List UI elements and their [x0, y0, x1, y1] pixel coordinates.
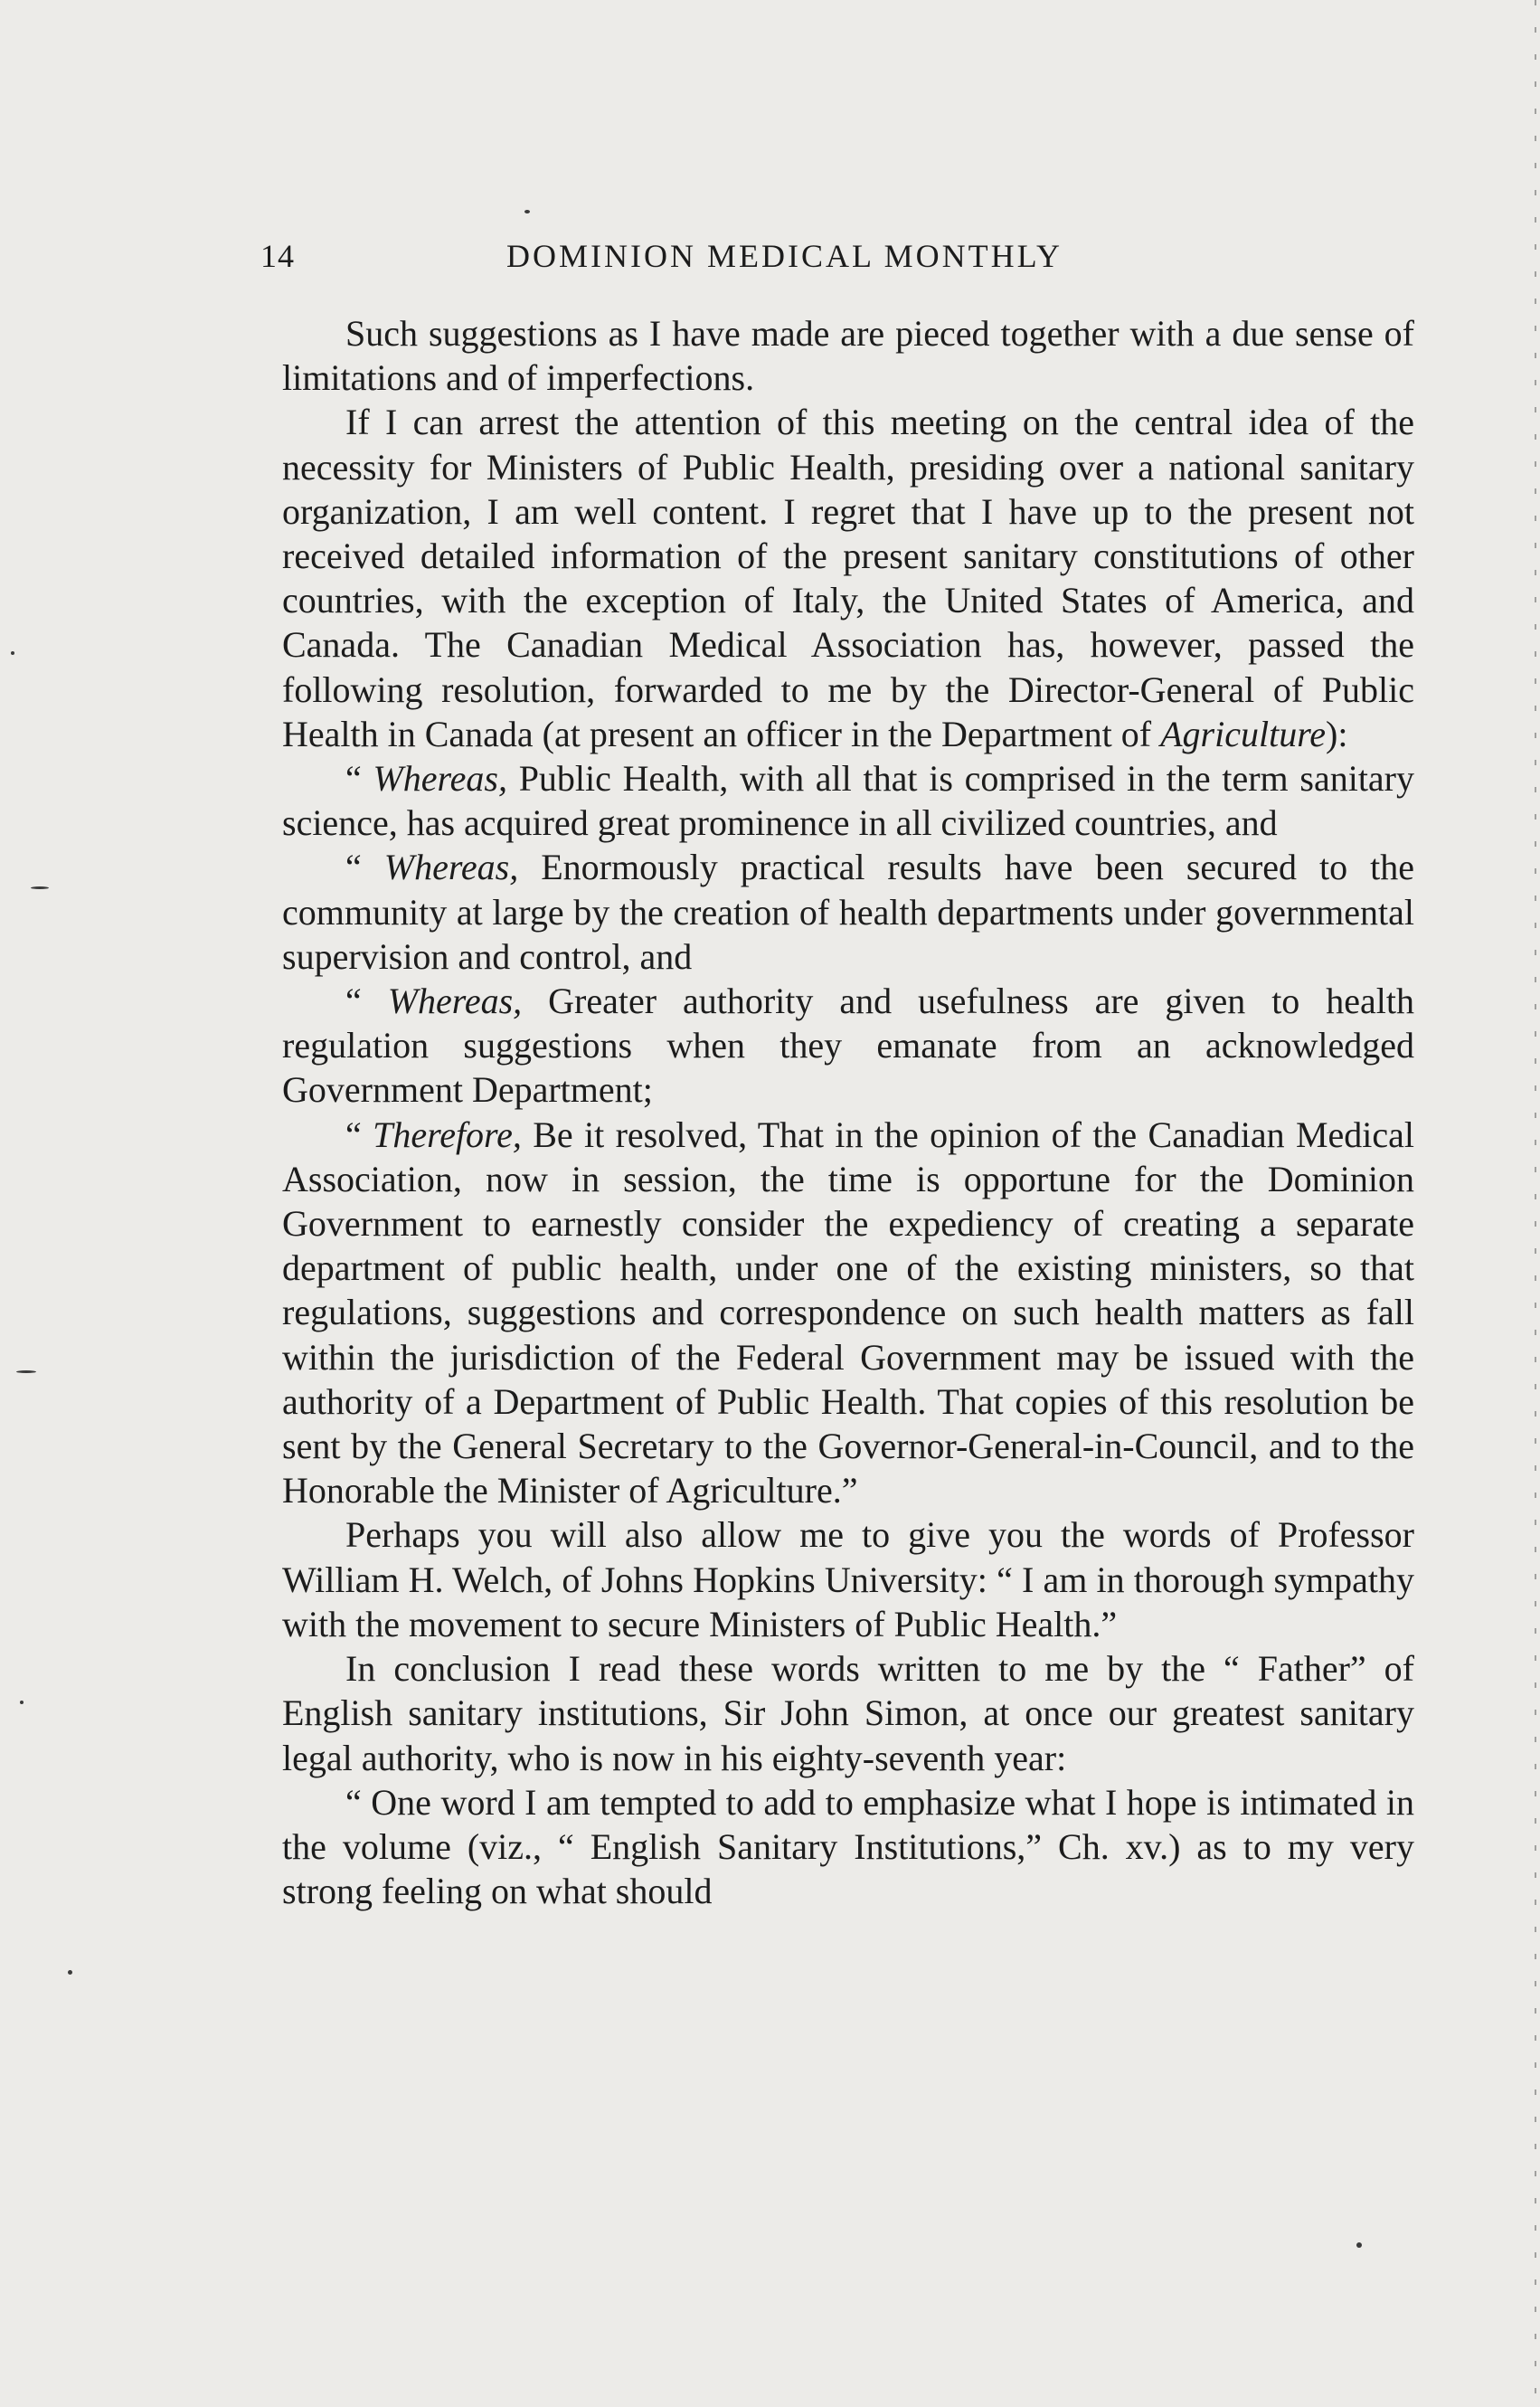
body-text	[282, 311, 1414, 1913]
page-number: 14	[260, 238, 295, 274]
scan-speck	[20, 1701, 24, 1704]
italic-text: Whereas,	[373, 758, 507, 800]
paragraph-text: ):	[1326, 713, 1348, 754]
page-edge-shadow	[1535, 0, 1536, 2407]
scan-speck	[1356, 2242, 1362, 2248]
italic-text: Agriculture	[1160, 713, 1327, 754]
paragraph-text: Public Health, with all that is comprised in the term sanitary science, has acquired great prominence in all civilized countries, and	[282, 758, 1414, 844]
paragraph	[282, 1113, 1414, 1513]
scan-speck	[68, 1970, 72, 1975]
paragraph-text: If I can arrest the attention of this meeting on the central idea of the necessity for Ministers of Public Health, presiding over a national sanitary organization, I am well content. I regret that I have up to the present not received detailed information of the present sanitary constitutions of other countries, with the exception of Italy, the United States of America, and Canada. The Canadian Medical Association has, however, passed the following resolution, forwarded to me by the Director-General of Public Health in Canada (at present an officer in the Department of	[282, 402, 1414, 754]
paragraph	[282, 1512, 1414, 1646]
paragraph	[282, 756, 1414, 845]
paragraph-text: “	[345, 1113, 373, 1155]
paragraph	[282, 979, 1414, 1113]
paragraph-text: Be it resolved, That in the opinion of the Canadian Medical Association, now in session, the time is opportune for the Dominion Government to earnestly consider the expediency of creating a separate department of public health, under one of the existing ministers, so that regulations, suggestions and correspondence on such health matters as fall within the jurisdiction of the Federal Government may be issued with the authority of a Department of Public Health. That copies of this resolution be sent by the General Secretary to the Governor-General-in-Council, and to the Honorable the Minister of Agriculture.”	[282, 1113, 1414, 1511]
paragraph-text: Greater authority and usefulness are given to health regulation suggestions when they emanate from an acknowledged Government Department;	[282, 981, 1414, 1111]
paragraph-text: Perhaps you will also allow me to give you the words of Professor William H. Welch, of Johns Hopkins University: “ I am in thorough sympathy with the movement to secure Ministers of Public Health.”	[282, 1514, 1414, 1644]
scan-speck	[31, 886, 49, 889]
running-title: DOMINION MEDICAL MONTHLY	[506, 238, 1063, 274]
scan-speck	[524, 210, 530, 213]
paragraph-text: In conclusion I read these words written to me by the “ Father” of English sanitary institutions, Sir John Simon, at once our greatest sanitary legal authority, who is now in his eighty-seventh year:	[282, 1648, 1414, 1778]
scan-speck	[16, 1370, 36, 1373]
paragraph-text: Enormously practical results have been secured to the community at large by the creation of health departments under governmental supervision and control, and	[282, 847, 1414, 977]
paragraph-text: “	[345, 847, 384, 888]
paragraph	[282, 1646, 1414, 1780]
paragraph	[282, 1780, 1414, 1914]
paragraph-text: “	[345, 758, 373, 800]
paragraph-text: “ One word I am tempted to add to emphasize what I hope is intimated in the volume (viz., “ English Sanitary Institutions,” Ch. xv.) as to my very strong feeling on what should	[282, 1781, 1414, 1912]
italic-text: Therefore,	[373, 1113, 522, 1155]
paragraph	[282, 845, 1414, 979]
paragraph	[282, 400, 1414, 756]
italic-text: Whereas,	[387, 981, 523, 1022]
paragraph	[282, 311, 1414, 400]
scan-speck	[11, 651, 14, 655]
paragraph-text: “	[345, 981, 388, 1022]
paragraph-text: Such suggestions as I have made are pieced together with a due sense of limitations and of imperfections.	[282, 313, 1414, 399]
page-header	[260, 237, 1427, 282]
italic-text: Whereas,	[383, 847, 519, 888]
